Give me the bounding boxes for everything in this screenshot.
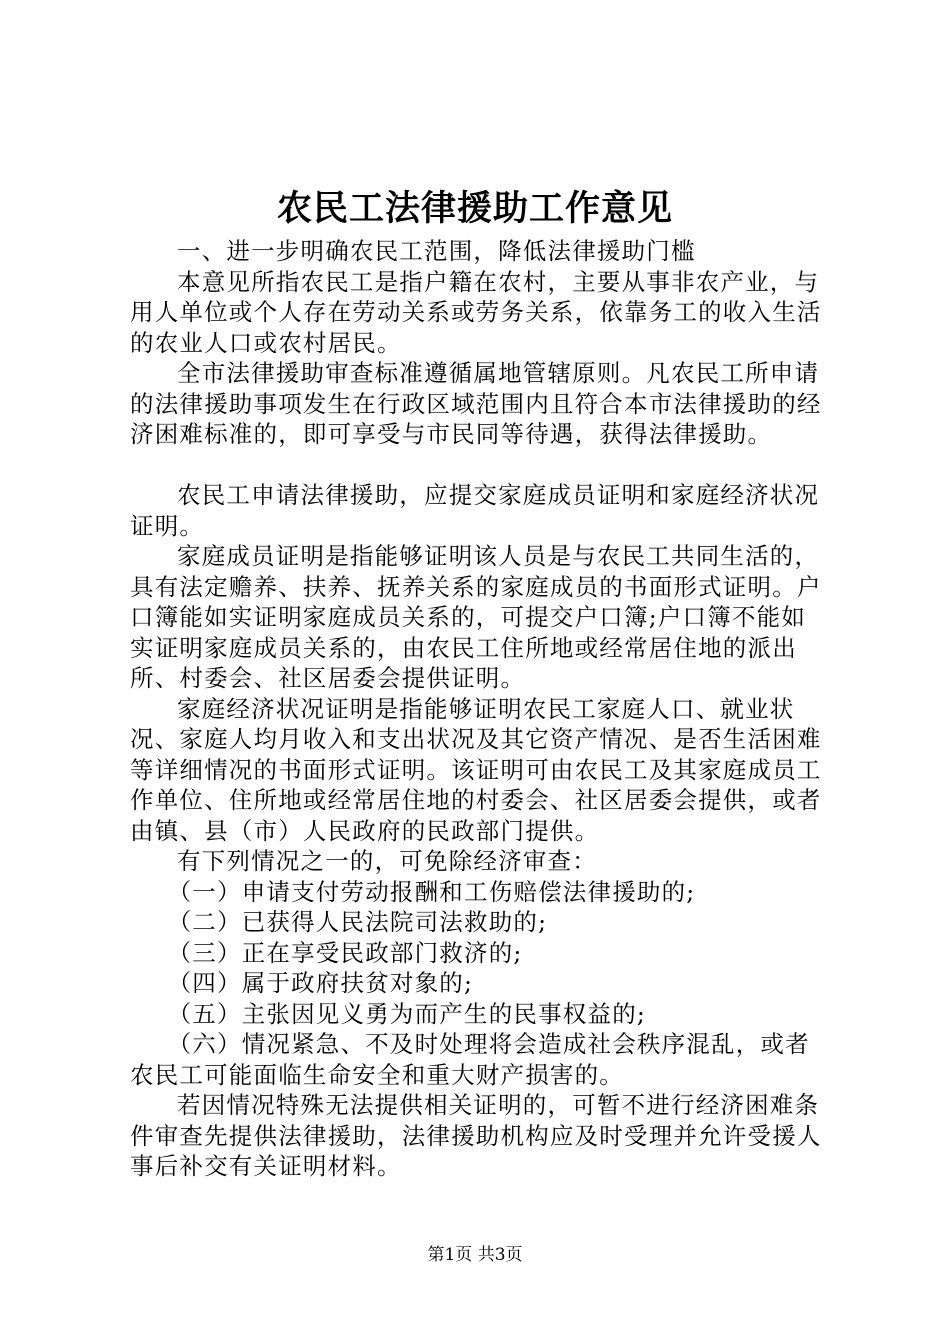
paragraph: 全市法律援助审查标准遵循属地管辖原则。凡农民工所申请的法律援助事项发生在行政区域范围内且符合本市法律援助的经济困难标准的，即可享受与市民同等待遇，获得法律援助。 bbox=[130, 359, 822, 448]
section-heading: 一、进一步明确农民工范围，降低法律援助门槛 bbox=[177, 237, 696, 265]
list-item: （二）已获得人民法院司法救助的; bbox=[167, 908, 548, 936]
document-title: 农民工法律援助工作意见 bbox=[276, 188, 673, 229]
list-item: （四）属于政府扶贫对象的; bbox=[167, 969, 474, 997]
list-item: （一）申请支付劳动报酬和工伤赔偿法律援助的; bbox=[167, 877, 696, 906]
paragraph: 家庭成员证明是指能够证明该人员是与农民工共同生活的，具有法定赡养、扶养、抚养关系的家庭成员的书面形式证明。户口簿能如实证明家庭成员关系的，可提交户口簿;户口簿不能如实证明家庭成员关系的，由农民工住所地或经常居住地的派出所、村委会、社区居委会提供证明。 bbox=[130, 542, 822, 692]
list-item: （六）情况紧急、不及时处理将会造成社会秩序混乱，或者农民工可能面临生命安全和重大财产损害的。 bbox=[130, 1030, 810, 1089]
paragraph: 家庭经济状况证明是指能够证明农民工家庭人口、就业状况、家庭人均月收入和支出状况及其它资产情况、是否生活困难等详细情况的书面形式证明。该证明可由农民工及其家庭成员工作单位、住所地或经常居住地的村委会、社区居委会提供，或者由镇、县（市）人民政府的民政部门提供。 bbox=[130, 694, 822, 845]
paragraph: 若因情况特殊无法提供相关证明的，可暂不进行经济困难条件审查先提供法律援助，法律援助机构应及时受理并允许受援人事后补交有关证明材料。 bbox=[130, 1091, 822, 1180]
document-body bbox=[130, 236, 830, 1182]
blank-line bbox=[130, 450, 830, 481]
list-item: （三）正在享受民政部门救济的; bbox=[167, 938, 523, 967]
paragraph: 农民工申请法律援助，应提交家庭成员证明和家庭经济状况证明。 bbox=[130, 481, 820, 540]
paragraph: 有下列情况之一的，可免除经济审查： bbox=[177, 847, 597, 875]
list-item: （五）主张因见义勇为而产生的民事权益的; bbox=[167, 999, 647, 1028]
page-number-footer: 第1页 共3页 bbox=[427, 1245, 523, 1265]
paragraph: 本意见所指农民工是指户籍在农村，主要从事非农产业，与用人单位或个人存在劳动关系或劳务关系，依靠务工的收入生活的农业人口或农村居民。 bbox=[130, 267, 822, 357]
